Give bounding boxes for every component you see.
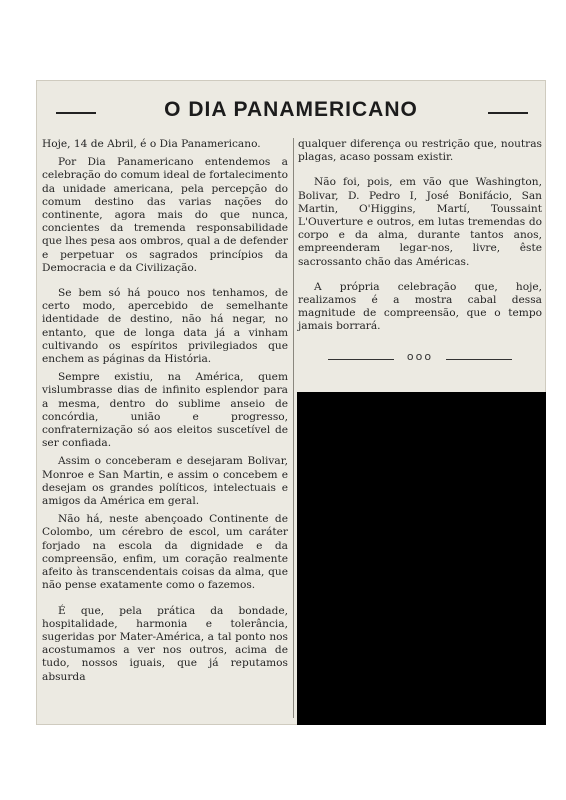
headline: O DIA PANAMERICANO	[164, 98, 418, 121]
redaction-block	[297, 392, 546, 725]
headline-row	[36, 98, 546, 128]
newspaper-clipping	[36, 80, 546, 725]
ornament-right-rule	[446, 359, 512, 360]
paragraph: Por Dia Panamericano entendemos a celebração do comum ideal de fortalecimento da unidade americana, pela percepção do comum destino das varias nações do continente, agora mais do que nunca, concientes da tremenda responsabilidade que lhes pesa aos ombros, qual a de defender e perpetuar os sagrados princípios da Democracia e da Civilização.	[42, 156, 288, 274]
ornament-left-rule	[328, 359, 394, 360]
headline-left-rule	[56, 112, 96, 114]
left-column	[42, 138, 288, 689]
paragraph: Assim o conceberam e desejaram Bolivar, Monroe e San Martin, e assim o concebem e desejam os grandes políticos, intelectuais e amigos da América em geral.	[42, 455, 288, 508]
column-divider	[293, 138, 294, 718]
paragraph: É que, pela prática da bondade, hospitalidade, harmonia e tolerância, sugeridas por Mater-América, a tal ponto nos acostumamos a ver nos outros, acima de tudo, nossos iguais, que já reputamos absurda	[42, 604, 288, 683]
paragraph: Hoje, 14 de Abril, é o Dia Panamericano.	[42, 138, 261, 150]
paragraph: Se bem só há pouco nos tenhamos, de certo modo, apercebido de semelhante identidade de destino, não há negar, no entanto, que de longa data já a vinham cultivando os espíritos privilegiados que enchem as páginas da História.	[42, 287, 288, 366]
paragraph: Sempre existiu, na América, quem vislumbrasse dias de infinito esplendor para a mesma, dentro do sublime anseio de concórdia, união e progresso, confraternização só aos eleitos suscetível de ser confiada.	[42, 371, 288, 450]
end-ornament	[298, 348, 542, 372]
paragraph: Não há, neste abençoado Continente de Colombo, um cérebro de escol, um caráter forjado na escola da dignidade e da compreensão, enfim, um coração realmente afeito às transcendentais coisas da alma, que não pense exatamente como o fazemos.	[42, 513, 288, 592]
ornament-text: ooo	[406, 349, 434, 363]
paragraph: Não foi, pois, em vão que Washington, Bolivar, D. Pedro I, José Bonifácio, San Martin, O'Higgins, Martí, Toussaint L'Ouverture e outros, em lutas tremendas do corpo e da alma, durante tantos anos, empreenderam legar-nos, livre, êste sacrossanto chão das Américas.	[298, 176, 542, 268]
paragraph: A própria celebração que, hoje, realizamos é a mostra cabal dessa magnitude de compreensão, que o tempo jamais borrará.	[298, 280, 542, 333]
paragraph: qualquer diferença ou restrição que, noutras plagas, acaso possam existir.	[298, 138, 542, 164]
headline-right-rule	[488, 112, 528, 114]
right-column	[298, 138, 542, 372]
